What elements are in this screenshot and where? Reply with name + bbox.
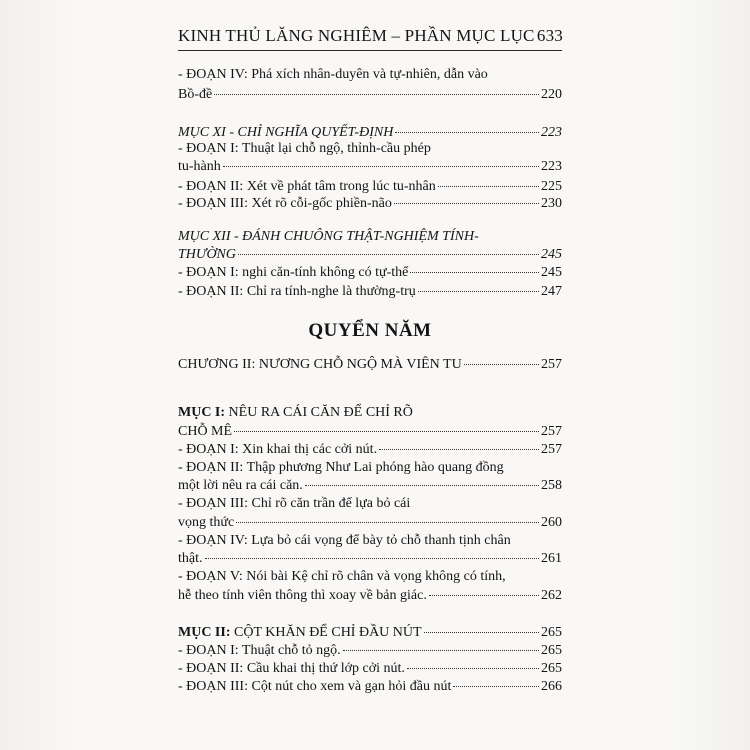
toc-entry: - ĐOẠN I: nghi căn-tính không có tự-thể 245 (178, 265, 562, 280)
section-heading: MỤC I: NÊU RA CÁI CĂN ĐỂ CHỈ RÕ (178, 405, 413, 420)
page-number: 633 (536, 26, 563, 45)
toc-entry: vọng thức 260 (178, 515, 562, 530)
section-heading: THƯỜNG 245 (178, 247, 562, 262)
toc-entry: tu-hành 223 (178, 159, 562, 174)
toc-entry: - ĐOẠN II: Chỉ ra tính-nghe là thường-trụ 247 (178, 284, 562, 299)
toc-entry: - ĐOẠN III: Cột nút cho xem và gạn hỏi đầu nút 266 (178, 679, 562, 694)
toc-entry-text: - ĐOẠN I: Thuật lại chỗ ngộ, thỉnh-cầu phép (178, 141, 431, 156)
toc-entry-text: - ĐOẠN III: Chỉ rõ căn trần để lựa bỏ cái (178, 496, 411, 511)
toc-entry: hễ theo tính viên thông thì xoay về bản giác. 262 (178, 588, 562, 603)
chapter-entry: CHƯƠNG II: NƯƠNG CHỖ NGỘ MÀ VIÊN TU 257 (178, 357, 562, 372)
toc-entry: - ĐOẠN II: Xét về phát tâm trong lúc tu-nhân 225 (178, 179, 562, 194)
toc-entry: - ĐOẠN I: Thuật chỗ tỏ ngộ. 265 (178, 643, 562, 658)
toc-entry-text: - ĐOẠN V: Nói bài Kệ chỉ rõ chân và vọng không có tính, (178, 569, 506, 584)
toc-entry: Bồ-đề 220 (178, 87, 562, 102)
toc-entry: - ĐOẠN I: Xin khai thị các cởi nút. 257 (178, 442, 562, 457)
toc-entry-text: - ĐOẠN IV: Phá xích nhân-duyên và tự-nhiên, dẫn vào (178, 67, 488, 82)
toc-entry: - ĐOẠN III: Xét rõ cỗi-gốc phiền-não 230 (178, 196, 562, 211)
running-title: KINH THỦ LĂNG NGHIÊM – PHẦN MỤC LỤC (178, 26, 535, 45)
header-rule (178, 50, 562, 51)
toc-entry: - ĐOẠN II: Cầu khai thị thứ lớp cởi nút. 265 (178, 661, 562, 676)
toc-entry: một lời nêu ra cái căn. 258 (178, 478, 562, 493)
section-heading: MỤC II: CỘT KHĂN ĐỂ CHỈ ĐẦU NÚT 265 (178, 625, 562, 640)
section-heading: MỤC XI - CHỈ NGHĨA QUYẾT-ĐỊNH 223 (178, 125, 562, 140)
toc-entry-text: - ĐOẠN IV: Lựa bỏ cái vọng để bày tỏ chỗ thanh tịnh chân (178, 533, 511, 548)
toc-entry-text: - ĐOẠN II: Thập phương Như Lai phóng hào quang đồng (178, 460, 504, 475)
section-heading: CHỖ MÊ 257 (178, 424, 562, 439)
section-heading: MỤC XII - ĐÁNH CHUÔNG THẬT-NGHIỆM TÍNH- (178, 229, 479, 244)
toc-entry: thật. 261 (178, 551, 562, 566)
volume-title: QUYỂN NĂM (308, 320, 432, 341)
running-header (178, 26, 563, 46)
